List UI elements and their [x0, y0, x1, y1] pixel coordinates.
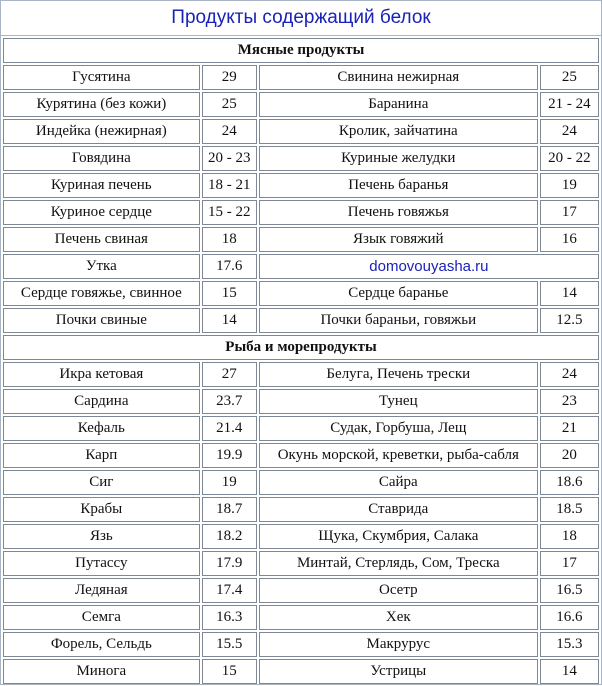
protein-value-cell: 18 - 21	[202, 173, 257, 198]
table-row	[3, 389, 599, 414]
protein-value-cell: 20 - 23	[202, 146, 257, 171]
site-watermark-text: domovouyasha.ru	[259, 254, 599, 279]
protein-value-cell: 16.6	[540, 605, 599, 630]
product-name-cell: Крабы	[3, 497, 200, 522]
table-row	[3, 92, 599, 117]
table-row	[3, 200, 599, 225]
product-name-cell: Кефаль	[3, 416, 200, 441]
protein-value-cell: 17.6	[202, 254, 257, 279]
table-row	[3, 497, 599, 522]
table-row	[3, 146, 599, 171]
product-name-cell: Гусятина	[3, 65, 200, 90]
protein-value-cell: 14	[540, 281, 599, 306]
section-heading: Мясные продукты	[3, 38, 599, 63]
product-name-cell: Сайра	[259, 470, 538, 495]
product-name-cell: Путассу	[3, 551, 200, 576]
table-row	[3, 362, 599, 387]
protein-value-cell: 15	[202, 281, 257, 306]
product-name-cell: Индейка (нежирная)	[3, 119, 200, 144]
product-name-cell: Окунь морской, креветки, рыба-сабля	[259, 443, 538, 468]
protein-value-cell: 15	[202, 659, 257, 684]
table-row	[3, 227, 599, 252]
table-row	[3, 119, 599, 144]
protein-value-cell: 20	[540, 443, 599, 468]
protein-value-cell: 21	[540, 416, 599, 441]
product-name-cell: Язык говяжий	[259, 227, 538, 252]
protein-value-cell: 23.7	[202, 389, 257, 414]
product-name-cell: Кролик, зайчатина	[259, 119, 538, 144]
product-name-cell: Печень свиная	[3, 227, 200, 252]
protein-value-cell: 19	[540, 173, 599, 198]
protein-value-cell: 18	[202, 227, 257, 252]
product-name-cell: Щука, Скумбрия, Салака	[259, 524, 538, 549]
protein-value-cell: 17.9	[202, 551, 257, 576]
table-row	[3, 65, 599, 90]
product-name-cell: Язь	[3, 524, 200, 549]
protein-value-cell: 19.9	[202, 443, 257, 468]
table-row	[3, 254, 599, 279]
table-row	[3, 524, 599, 549]
section-header-row	[3, 335, 599, 360]
protein-value-cell: 14	[202, 308, 257, 333]
protein-value-cell: 12.5	[540, 308, 599, 333]
product-name-cell: Говядина	[3, 146, 200, 171]
product-name-cell: Устрицы	[259, 659, 538, 684]
section-header-row	[3, 38, 599, 63]
table-row	[3, 443, 599, 468]
section-heading: Рыба и морепродукты	[3, 335, 599, 360]
product-name-cell: Курятина (без кожи)	[3, 92, 200, 117]
protein-value-cell: 24	[540, 119, 599, 144]
protein-table-body	[3, 38, 599, 684]
protein-value-cell: 15.5	[202, 632, 257, 657]
table-row	[3, 578, 599, 603]
product-name-cell: Макрурус	[259, 632, 538, 657]
protein-value-cell: 19	[202, 470, 257, 495]
protein-table	[1, 36, 601, 686]
product-name-cell: Белуга, Печень трески	[259, 362, 538, 387]
product-name-cell: Икра кетовая	[3, 362, 200, 387]
product-name-cell: Печень баранья	[259, 173, 538, 198]
protein-value-cell: 27	[202, 362, 257, 387]
product-name-cell: Ледяная	[3, 578, 200, 603]
protein-value-cell: 25	[202, 92, 257, 117]
protein-value-cell: 18.7	[202, 497, 257, 522]
protein-value-cell: 18	[540, 524, 599, 549]
protein-value-cell: 23	[540, 389, 599, 414]
protein-value-cell: 17	[540, 551, 599, 576]
table-row	[3, 416, 599, 441]
table-row	[3, 470, 599, 495]
product-name-cell: Минтай, Стерлядь, Сом, Треска	[259, 551, 538, 576]
product-name-cell: Баранина	[259, 92, 538, 117]
product-name-cell: Сиг	[3, 470, 200, 495]
protein-value-cell: 24	[202, 119, 257, 144]
protein-value-cell: 25	[540, 65, 599, 90]
table-row	[3, 632, 599, 657]
product-name-cell: Карп	[3, 443, 200, 468]
table-row	[3, 173, 599, 198]
protein-value-cell: 15.3	[540, 632, 599, 657]
table-row	[3, 659, 599, 684]
page-title: Продукты содержащий белок	[1, 1, 601, 36]
protein-value-cell: 18.5	[540, 497, 599, 522]
product-name-cell: Минога	[3, 659, 200, 684]
product-name-cell: Куриная печень	[3, 173, 200, 198]
protein-value-cell: 24	[540, 362, 599, 387]
protein-value-cell: 29	[202, 65, 257, 90]
product-name-cell: Печень говяжья	[259, 200, 538, 225]
protein-value-cell: 18.2	[202, 524, 257, 549]
product-name-cell: Сардина	[3, 389, 200, 414]
table-row	[3, 308, 599, 333]
protein-value-cell: 21.4	[202, 416, 257, 441]
protein-value-cell: 18.6	[540, 470, 599, 495]
product-name-cell: Ставрида	[259, 497, 538, 522]
table-row	[3, 551, 599, 576]
protein-value-cell: 15 - 22	[202, 200, 257, 225]
product-name-cell: Свинина нежирная	[259, 65, 538, 90]
product-name-cell: Судак, Горбуша, Лещ	[259, 416, 538, 441]
product-name-cell: Сердце говяжье, свинное	[3, 281, 200, 306]
product-name-cell: Почки свиные	[3, 308, 200, 333]
product-name-cell: Хек	[259, 605, 538, 630]
product-name-cell: Почки бараньи, говяжьи	[259, 308, 538, 333]
product-name-cell: Утка	[3, 254, 200, 279]
protein-value-cell: 17	[540, 200, 599, 225]
product-name-cell: Сердце баранье	[259, 281, 538, 306]
protein-value-cell: 14	[540, 659, 599, 684]
table-row	[3, 281, 599, 306]
protein-value-cell: 16.3	[202, 605, 257, 630]
product-name-cell: Семга	[3, 605, 200, 630]
product-name-cell: Форель, Сельдь	[3, 632, 200, 657]
protein-value-cell: 16	[540, 227, 599, 252]
protein-value-cell: 17.4	[202, 578, 257, 603]
protein-value-cell: 21 - 24	[540, 92, 599, 117]
product-name-cell: Осетр	[259, 578, 538, 603]
product-name-cell: Тунец	[259, 389, 538, 414]
protein-value-cell: 16.5	[540, 578, 599, 603]
protein-value-cell: 20 - 22	[540, 146, 599, 171]
table-row	[3, 605, 599, 630]
product-name-cell: Куриные желудки	[259, 146, 538, 171]
product-name-cell: Куриное сердце	[3, 200, 200, 225]
